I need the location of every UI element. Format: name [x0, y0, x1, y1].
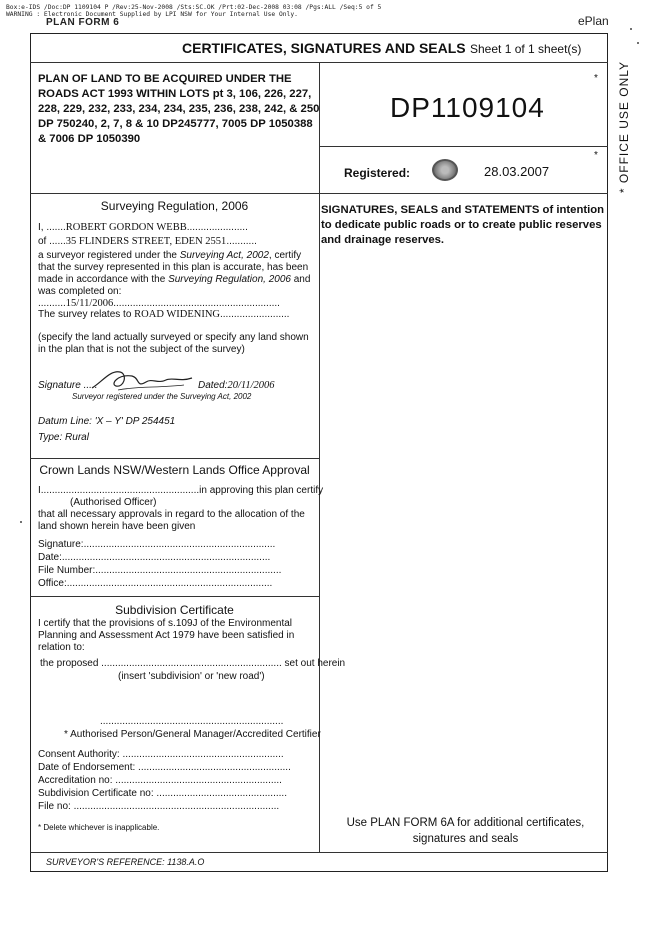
authorised-person-label: * Authorised Person/General Manager/Accredited Certifier	[64, 729, 321, 740]
dated-label: Dated:	[198, 380, 228, 391]
file-no-field: File no: ..........................................................................	[38, 801, 280, 812]
subdivision-cert-no-field: Subdivision Certificate no: ...............................................	[38, 788, 287, 799]
relates-dots: .........................	[220, 309, 290, 320]
print-header-line: Box:e-IDS /Doc:DP 1109104 P /Rev:25-Nov-2008 /Sts:SC.OK /Prt:02-Dec-2008 03:08 /Pgs:ALL /Seq:5 of 5	[6, 4, 382, 11]
registered-date: 28.03.2007	[484, 164, 550, 179]
accreditation-no-field: Accreditation no: ............................................................	[38, 775, 282, 786]
registration-seal-icon	[432, 159, 458, 181]
signature-label: Signature .....	[38, 380, 98, 391]
proposed-line: the proposed ................................................................. set out herein	[40, 658, 346, 669]
star-marker: *	[594, 150, 598, 161]
consent-authority-field: Consent Authority: ..........................................................	[38, 749, 284, 760]
star-marker: *	[594, 73, 598, 84]
crown-office-field: Office:..........................................................................	[38, 578, 273, 589]
dp-number: DP1109104	[390, 92, 545, 123]
surveyor-address: 35 FLINDERS STREET, EDEN 2551	[65, 236, 227, 247]
date-of-endorsement-field: Date of Endorsement: .......................................................	[38, 762, 291, 773]
plan-title: PLAN OF LAND TO BE ACQUIRED UNDER THE ROADS ACT 1993 WITHIN LOTS pt 3, 106, 226, 227, 228, 229, 232, 233, 234, 234, 235, 236, 238, 242, & 250 DP 750240, 2, 7, 8 & 10 DP245777, 7005 DP 1050388 & 7006 DP 1050390	[38, 73, 320, 145]
crown-signature-field: Signature:.....................................................................	[38, 539, 276, 550]
office-use-only	[616, 62, 632, 192]
relates-value: ROAD WIDENING	[134, 309, 220, 320]
relates-note: (specify the land actually surveyed or specify any land shown in the plan that is not the subject of the survey)	[38, 332, 309, 355]
surveyor-reference: SURVEYOR'S REFERENCE: 1138.A.O	[46, 857, 205, 867]
divider	[30, 193, 608, 194]
signatures-heading: SIGNATURES, SEALS and STATEMENTS of intention to dedicate public roads or to create public reserves and drainage reserves.	[321, 204, 605, 246]
eplan-label: ePlan	[578, 14, 609, 28]
surveyor-name: ROBERT GORDON WEBB	[65, 222, 187, 233]
divider	[319, 146, 608, 147]
relates-label: The survey relates to	[38, 309, 132, 320]
speck	[20, 521, 22, 523]
speck	[637, 42, 639, 44]
cert-act: Surveying Act, 2002	[179, 250, 269, 261]
form-label: PLAN FORM 6	[46, 17, 120, 28]
address-prefix: of ......	[38, 236, 66, 247]
name-prefix: I, .......	[38, 222, 66, 233]
name-dots: ......................	[186, 222, 248, 233]
subdivision-cert-text: I certify that the provisions of s.109J of the Environmental Planning and Assessment Act 1979 have been satisfied in relation to:	[38, 618, 295, 653]
divider	[30, 458, 319, 459]
speck	[630, 28, 632, 30]
office-use-label: * OFFICE USE ONLY	[617, 60, 631, 194]
delete-note: * Delete whichever is inapplicable.	[38, 823, 160, 832]
surveyor-certification	[38, 250, 318, 310]
surveyor-signature-icon	[88, 366, 198, 394]
sheet-count: Sheet 1 of 1 sheet(s)	[470, 42, 582, 56]
survey-type: Type: Rural	[38, 432, 89, 443]
cert-text-3: and was completed on: ..........	[38, 274, 311, 309]
surveyor-name-line	[38, 222, 248, 234]
subdivision-heading: Subdivision Certificate	[115, 603, 234, 617]
form-title: CERTIFICATES, SIGNATURES AND SEALS	[182, 40, 466, 56]
completed-dots: ............................................................	[113, 298, 280, 309]
cert-text: a surveyor registered under the	[38, 250, 177, 261]
authorised-officer-label: (Authorised Officer)	[70, 497, 157, 508]
crown-lands-heading: Crown Lands NSW/Western Lands Office Approval	[39, 463, 310, 477]
insert-note: (insert 'subdivision' or 'new road')	[118, 671, 265, 682]
surveying-heading: Surveying Regulation, 2006	[100, 199, 249, 213]
registered-label: Registered:	[344, 166, 411, 180]
cert-text-2: , certify that the survey represented in this plan is accurate, has been made in accordance with the	[38, 250, 309, 285]
dated-value: 20/11/2006	[227, 380, 275, 391]
address-dots: ...........	[226, 236, 257, 247]
divider	[30, 596, 319, 597]
dated-line	[198, 380, 275, 392]
warning-line: WARNING : Electronic Document Supplied by LPI NSW for Your Internal Use Only.	[6, 11, 298, 18]
completed-date: 15/11/2006	[65, 298, 114, 309]
cert-regulation: Surveying Regulation, 2006	[168, 274, 291, 285]
crown-approval-line: I.........................................................in approving this plan certify	[38, 485, 324, 496]
divider	[30, 852, 608, 853]
certifier-signature-dots: ..................................................................	[100, 716, 284, 727]
surveyor-registered-note: Surveyor registered under the Surveying Act, 2002	[72, 392, 252, 401]
crown-approval-text: that all necessary approvals in regard to the allocation of the land shown herein have been given	[38, 509, 305, 532]
datum-line: Datum Line: 'X – Y' DP 254451	[38, 416, 176, 427]
use-form-6a-note: Use PLAN FORM 6A for additional certificates, signatures and seals	[346, 817, 585, 845]
survey-relates-line	[38, 309, 289, 321]
surveyor-address-line	[38, 236, 257, 248]
crown-file-number-field: File Number:...................................................................	[38, 565, 282, 576]
crown-date-field: Date:...........................................................................	[38, 552, 271, 563]
